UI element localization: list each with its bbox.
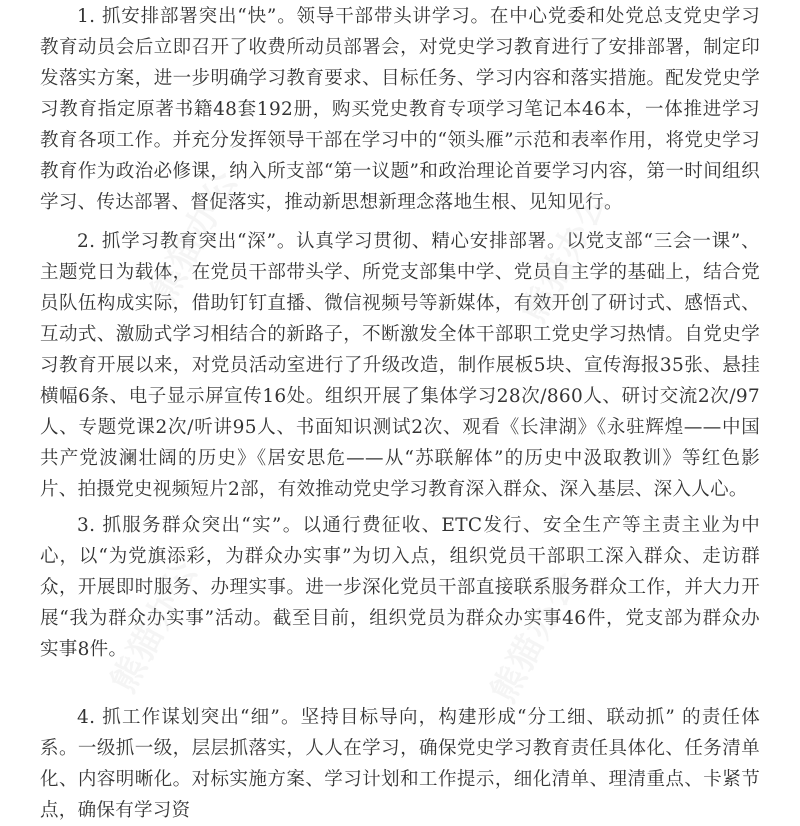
paragraph-1: 1. 抓安排部署突出“快”。领导干部带头讲学习。在中心党委和处党总支党史学习教育动员会后立即召开了收费所动员部署会，对党史学习教育进行了安排部署，制定印发落实方案，进一步明确学习教育要求、目标任务、学习内容和落实措施。配发党史学习教育指定原著书籍48套192册，购买党史教育专项学习笔记本46本，一体推进学习教育各项工作。并充分发挥领导干部在学习中的“领头雁”示范和表率作用，将党史学习教育作为政治必修课，纳入所支部“第一议题”和政治理论首要学习内容，第一时间组织学习、传达部署、督促落实，推动新思想新理念落地生根、见知见行。 [40, 6, 760, 213]
watermark: 熊猫办公 [103, 553, 207, 700]
watermark: 熊猫办公 [513, 183, 617, 330]
paragraph-2: 2. 抓学习教育突出“深”。认真学习贯彻、精心安排部署。以党支部“三会一课”、主题党日为载体，在党员干部带头学、所党支部集中学、党员自主学的基础上，结合党员队伍构成实际，借助钉钉直播、微信视频号等新媒体，有效开创了研讨式、感悟式、互动式、激励式学习相结合的新路子，不断激发全体干部职工党史学习热情。自党史学习教育开展以来，对党员活动室进行了升级改造，制作展板5块、宣传海报35张、悬挂横幅6条、电子显示屏宣传16处。组织开展了集体学习28次/860人、研讨交流2次/97人、专题党课2次/听讲95人、书面知识测试2次、观看《长津湖》《永驻辉煌——中国共产党波澜壮阔的历史》《居安思危——从“苏联解体”的历史中汲取教训》等红色影片、拍摄党史视频短片2部，有效推动党史学习教育深入群众、深入基层、深入人心。 [40, 231, 760, 500]
watermark: 熊猫办公 [483, 563, 587, 710]
watermark: 熊猫办公 [143, 163, 247, 310]
paragraph-3: 3. 抓服务群众突出“实”。以通行费征收、ETC发行、安全生产等主责主业为中心，以“为党旗添彩，为群众办实事”为切入点，组织党员干部职工深入群众、走访群众，开展即时服务、办理实事。进一步深化党员干部直接联系服务群众工作，并大力开展“我为群众办实事”活动。截至目前，组织党员为群众办实事46件，党支部为群众办实事8件。 [40, 515, 760, 660]
paragraph-4: 4. 抓工作谋划突出“细”。坚持目标导向，构建形成“分工细、联动抓” 的责任体系。一级抓一级，层层抓落实，人人在学习，确保党史学习教育责任具体化、任务清单化、内容明晰化。对标实施方案、学习计划和工作提示，细化清单、理清重点、卡紧节点，确保有学习资 [40, 707, 760, 821]
